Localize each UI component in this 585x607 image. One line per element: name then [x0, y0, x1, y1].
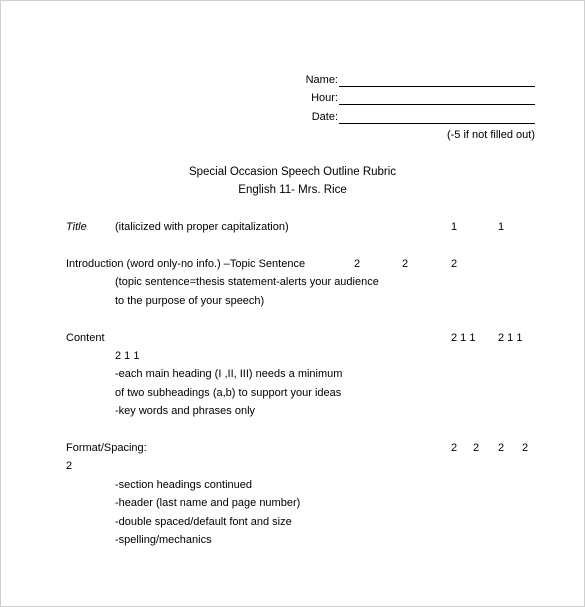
introduction-score-b: 2	[402, 258, 409, 270]
title-note: (italicized with proper capitalization)	[115, 221, 289, 233]
introduction-score-c: 2	[451, 258, 458, 270]
date-field[interactable]	[312, 110, 535, 124]
introduction-heading: Introduction (word only-no info.) –Topic Sentence	[66, 258, 306, 270]
introduction-score-a: 2	[354, 258, 361, 270]
format-score: 2	[473, 442, 480, 454]
format-line: -double spaced/default font and size	[115, 516, 292, 528]
format-line: -spelling/mechanics	[115, 534, 212, 546]
introduction-line: to the purpose of your speech)	[115, 295, 265, 307]
title-score-1: 1	[451, 221, 458, 233]
content-line: -each main heading (I ,II, III) needs a minimum	[115, 368, 343, 380]
content-line: -key words and phrases only	[115, 405, 256, 417]
introduction-line: (topic sentence=thesis statement-alerts your audience	[115, 276, 379, 288]
hour-field[interactable]	[311, 91, 535, 105]
title-score-2: 1	[498, 221, 505, 233]
title-heading: Title	[66, 221, 87, 233]
name-label: Name:	[305, 74, 338, 86]
date-blank[interactable]	[339, 111, 535, 124]
content-heading: Content	[66, 332, 105, 344]
format-heading: Format/Spacing:	[66, 442, 147, 454]
name-blank[interactable]	[339, 74, 535, 87]
date-label: Date:	[311, 111, 338, 123]
document-title: Special Occasion Speech Outline Rubric	[188, 166, 397, 178]
hour-label: Hour:	[311, 92, 338, 104]
penalty-note: (-5 if not filled out)	[446, 129, 535, 141]
content-line: of two subheadings (a,b) to support your ideas	[115, 387, 342, 399]
format-score: 2	[451, 442, 458, 454]
content-score-2: 2 1 1	[498, 332, 523, 344]
format-score: 2	[522, 442, 529, 454]
format-score-line: 2	[66, 460, 73, 472]
format-line: -section headings continued	[115, 479, 252, 491]
format-line: -header (last name and page number)	[115, 497, 301, 509]
document-subtitle: English 11- Mrs. Rice	[238, 184, 347, 196]
hour-blank[interactable]	[339, 92, 535, 105]
content-score-1: 2 1 1	[451, 332, 476, 344]
format-score: 2	[498, 442, 505, 454]
content-score-line: 2 1 1	[115, 350, 140, 362]
name-field[interactable]	[306, 73, 535, 87]
